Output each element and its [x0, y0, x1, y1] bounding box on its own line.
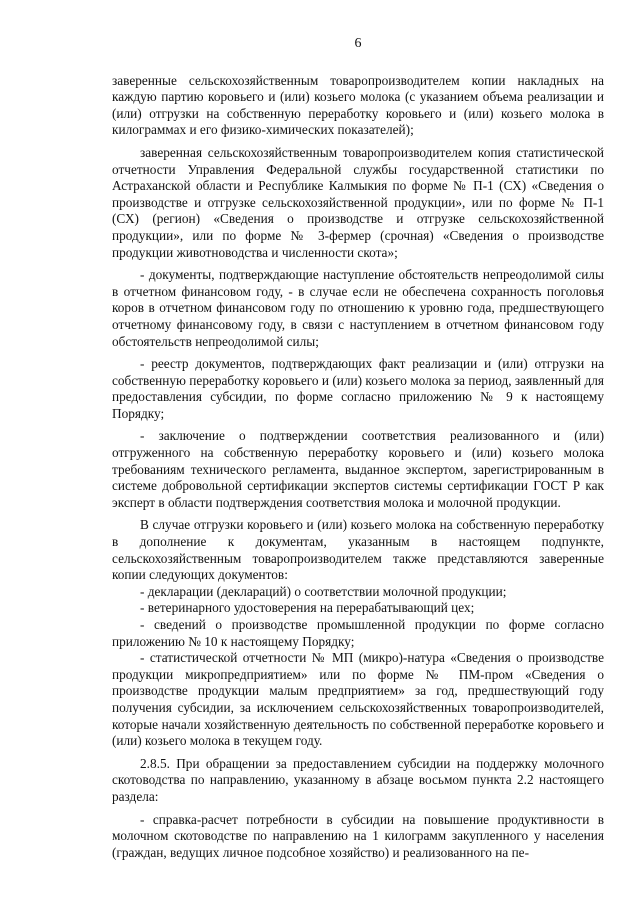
list-item-veterinary-certificate: - ветеринарного удостоверения на перерабатывающий цех; — [140, 600, 475, 616]
page-number: 6 — [354, 36, 362, 51]
paragraph-conformity-conclusion: - заключение о подтверждении соответствия реализованного и (или) отгруженного на собственную переработку коровьего и (или) козьего молока требованиям технического регламента, выданное экспертом, зарегистрированным в системе добровольной сертификации экспертов системы сертификации ГОСТ Р как эксперт в области подтверждения соответствия молока и молочной продукции. — [112, 428, 604, 510]
paragraph-force-majeure: - документы, подтверждающие наступление обстоятельств непреодолимой силы в отчетном финансовом году, - в случае если не обеспечена сохранность поголовья коров в отчетном финансовом году по отношению к уровню года, предшествующего отчетному финансовому году, в связи с наступлением в отчетном финансовом году обстоятельств непреодолимой силы; — [112, 267, 604, 349]
paragraph-statistics-report: заверенная сельскохозяйственным товаропроизводителем копия статистической отчетности Управления Федеральной службы государственной статистики по Астраханской области и Республике Калмыкия по форме № П-1 (СХ) «Сведения о производстве и отгрузке сельскохозяйственной продукции», или по форме № П-1 (СХ) (регион) «Сведения о производстве и отгрузке сельскохозяйственной продукции», или по форме № 3-фермер (срочная) «Сведения о производстве продукции животноводства и численности скота»; — [112, 144, 604, 260]
paragraph-invoices: заверенные сельскохозяйственным товаропроизводителем копии накладных на каждую партию коровьего и (или) козьего молока (с указанием объема реализации и (или) отгрузки на собственную переработку коровьего и (или) козьего молока в килограммах и его физико-химических показателей); — [112, 72, 604, 138]
paragraph-section-2-8-5: 2.8.5. При обращении за предоставлением субсидии на поддержку молочного скотоводства по направлению, указанному в абзаце восьмом пункта 2.2 настоящего раздела: — [112, 755, 604, 804]
list-item-statistical-reporting: - статистической отчетности № МП (микро)-натура «Сведения о производстве продукции микропредприятием» или по форме № ПМ-пром «Сведения о производстве продукции малым предприятием» за год, предшествующий году получения субсидии, за исключением сельскохозяйственных товаропроизводителей, которые начали хозяйственную деятельность по собственной переработке коровьего и (или) козьего молока в текущем году. — [112, 650, 604, 749]
paragraph-documents-register: - реестр документов, подтверждающих факт реализации и (или) отгрузки на собственную переработку коровьего и (или) козьего молока за период, заявленный для предоставления субсидии, по форме согласно приложению № 9 к настоящему Порядку; — [112, 356, 604, 421]
list-item-industrial-production: - сведений о производстве промышленной продукции по форме согласно приложению № 10 к настоящему Порядку; — [112, 617, 604, 649]
paragraph-calculation-certificate: - справка-расчет потребности в субсидии на повышение продуктивности в молочном скотоводстве по направлению на 1 килограмм закупленного у населения (граждан, ведущих личное подсобное хозяйство) и реализованного на пе- — [112, 811, 604, 860]
paragraph-own-processing: В случае отгрузки коровьего и (или) козьего молока на собственную переработку в дополнение к документам, указанным в настоящем подпункте, сельскохозяйственным товаропроизводителем также представляются заверенные копии следующих документов: — [112, 517, 604, 583]
list-item-declarations: - декларации (деклараций) о соответствии молочной продукции; — [140, 583, 507, 599]
